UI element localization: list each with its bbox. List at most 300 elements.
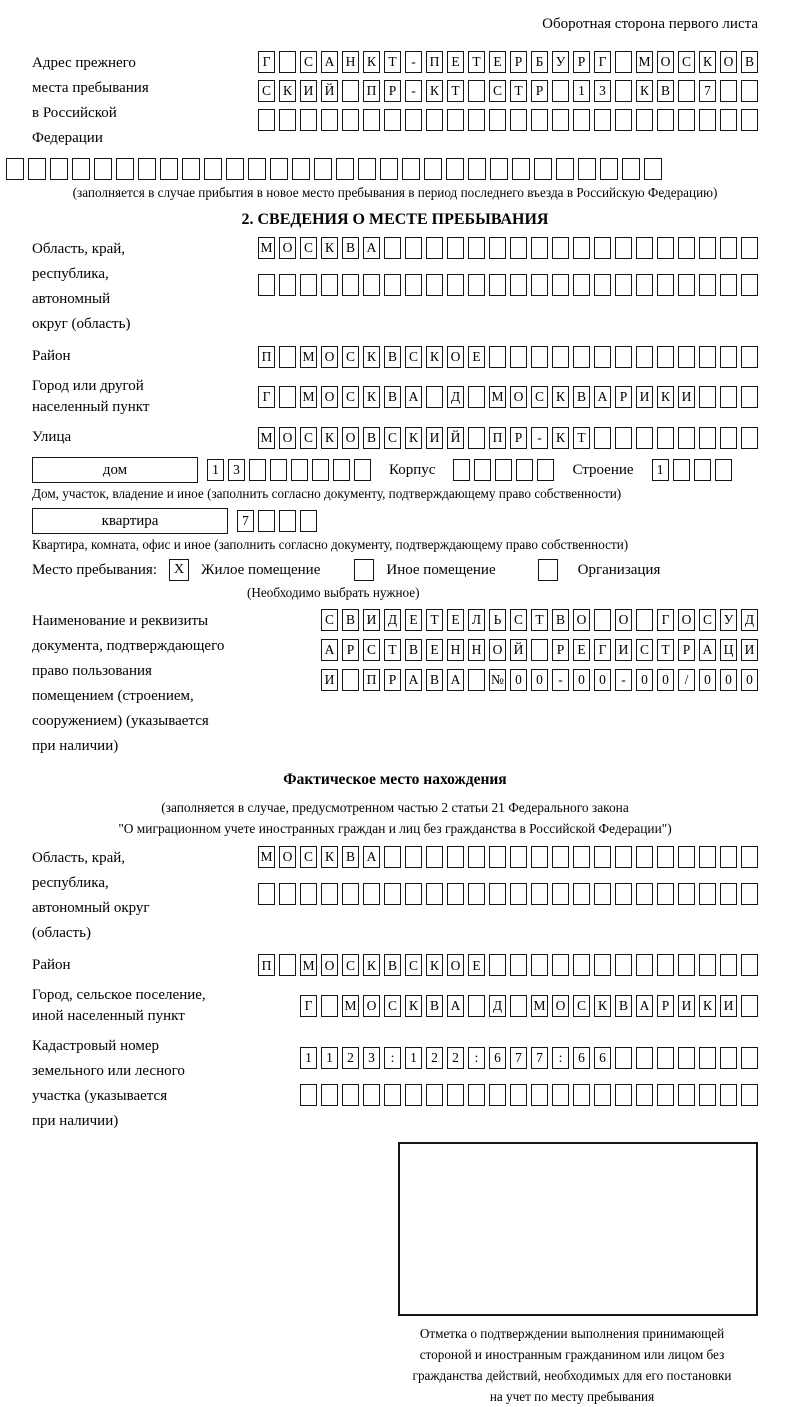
char-cell[interactable]	[384, 883, 401, 905]
char-cell[interactable]	[594, 346, 611, 368]
char-cell[interactable]: С	[300, 51, 317, 73]
char-cell[interactable]	[468, 109, 485, 131]
char-cell[interactable]	[426, 386, 443, 408]
char-cell[interactable]: Р	[615, 386, 632, 408]
char-cell[interactable]	[468, 883, 485, 905]
char-cell[interactable]	[678, 846, 695, 868]
char-cell[interactable]	[380, 158, 398, 180]
char-cell[interactable]: -	[405, 80, 422, 102]
char-cell[interactable]	[556, 158, 574, 180]
char-cell[interactable]	[720, 954, 737, 976]
char-cell[interactable]	[720, 237, 737, 259]
char-cell[interactable]	[720, 80, 737, 102]
char-cell[interactable]	[741, 995, 758, 1017]
char-cell[interactable]	[678, 80, 695, 102]
char-cell[interactable]: С	[321, 609, 338, 631]
char-cell[interactable]: 3	[594, 80, 611, 102]
char-cell[interactable]	[258, 510, 275, 532]
char-cell[interactable]	[531, 346, 548, 368]
char-cell[interactable]	[657, 1084, 674, 1106]
char-cell[interactable]: Д	[489, 995, 506, 1017]
char-cell[interactable]	[594, 883, 611, 905]
char-cell[interactable]	[678, 1047, 695, 1069]
char-cell[interactable]: Й	[321, 80, 338, 102]
char-cell[interactable]: Т	[510, 80, 527, 102]
char-cell[interactable]	[615, 846, 632, 868]
char-cell[interactable]	[279, 954, 296, 976]
char-cell[interactable]: К	[426, 346, 443, 368]
char-cell[interactable]: Е	[468, 346, 485, 368]
char-cell[interactable]: К	[405, 995, 422, 1017]
char-cell[interactable]	[657, 237, 674, 259]
char-cell[interactable]: П	[363, 669, 380, 691]
char-cell[interactable]	[405, 1084, 422, 1106]
char-cell[interactable]	[657, 846, 674, 868]
char-cell[interactable]: Е	[426, 639, 443, 661]
char-cell[interactable]: 3	[228, 459, 245, 481]
char-cell[interactable]	[342, 109, 359, 131]
char-cell[interactable]	[741, 846, 758, 868]
char-cell[interactable]	[573, 274, 590, 296]
char-cell[interactable]	[426, 846, 443, 868]
char-cell[interactable]	[405, 846, 422, 868]
char-cell[interactable]	[615, 883, 632, 905]
char-cell[interactable]: А	[321, 51, 338, 73]
char-cell[interactable]: А	[363, 846, 380, 868]
char-cell[interactable]	[342, 80, 359, 102]
char-cell[interactable]	[741, 346, 758, 368]
char-cell[interactable]	[384, 1084, 401, 1106]
char-cell[interactable]	[490, 158, 508, 180]
char-cell[interactable]: Г	[258, 51, 275, 73]
char-cell[interactable]	[615, 427, 632, 449]
char-cell[interactable]: Е	[447, 609, 464, 631]
char-cell[interactable]	[468, 158, 486, 180]
char-cell[interactable]	[474, 459, 491, 481]
char-cell[interactable]	[405, 883, 422, 905]
char-cell[interactable]	[699, 1084, 716, 1106]
char-cell[interactable]	[720, 427, 737, 449]
char-cell[interactable]: К	[321, 427, 338, 449]
char-cell[interactable]: В	[342, 609, 359, 631]
char-cell[interactable]: В	[573, 386, 590, 408]
char-cell[interactable]	[678, 883, 695, 905]
char-cell[interactable]	[636, 346, 653, 368]
char-cell[interactable]	[741, 427, 758, 449]
char-cell[interactable]	[594, 846, 611, 868]
char-cell[interactable]: О	[447, 346, 464, 368]
char-cell[interactable]	[363, 109, 380, 131]
char-cell[interactable]	[321, 1084, 338, 1106]
char-cell[interactable]	[489, 274, 506, 296]
char-cell[interactable]	[384, 109, 401, 131]
char-cell[interactable]: У	[552, 51, 569, 73]
char-cell[interactable]: 7	[531, 1047, 548, 1069]
char-cell[interactable]	[531, 639, 548, 661]
char-cell[interactable]: Р	[384, 80, 401, 102]
char-cell[interactable]	[489, 954, 506, 976]
char-cell[interactable]: П	[363, 80, 380, 102]
apartment-type-input[interactable]	[32, 508, 228, 534]
char-cell[interactable]	[615, 346, 632, 368]
char-cell[interactable]	[312, 459, 329, 481]
char-cell[interactable]: М	[531, 995, 548, 1017]
char-cell[interactable]: С	[636, 639, 653, 661]
char-cell[interactable]	[363, 883, 380, 905]
char-cell[interactable]: А	[321, 639, 338, 661]
char-cell[interactable]	[321, 995, 338, 1017]
char-cell[interactable]	[615, 1084, 632, 1106]
char-cell[interactable]	[279, 883, 296, 905]
char-cell[interactable]: Т	[426, 609, 443, 631]
char-cell[interactable]: С	[405, 346, 422, 368]
char-cell[interactable]	[741, 1047, 758, 1069]
char-cell[interactable]	[678, 109, 695, 131]
char-cell[interactable]	[699, 346, 716, 368]
char-cell[interactable]: М	[300, 954, 317, 976]
char-cell[interactable]	[657, 274, 674, 296]
char-cell[interactable]	[741, 80, 758, 102]
char-cell[interactable]	[321, 883, 338, 905]
char-cell[interactable]: П	[426, 51, 443, 73]
char-cell[interactable]	[636, 237, 653, 259]
char-cell[interactable]: К	[321, 846, 338, 868]
char-cell[interactable]	[512, 158, 530, 180]
char-cell[interactable]	[489, 346, 506, 368]
house-type-input[interactable]	[32, 457, 198, 483]
char-cell[interactable]: 6	[489, 1047, 506, 1069]
char-cell[interactable]	[657, 427, 674, 449]
char-cell[interactable]	[342, 883, 359, 905]
char-cell[interactable]: М	[300, 346, 317, 368]
char-cell[interactable]: М	[489, 386, 506, 408]
char-cell[interactable]	[489, 109, 506, 131]
char-cell[interactable]	[636, 427, 653, 449]
char-cell[interactable]	[510, 995, 527, 1017]
char-cell[interactable]: К	[363, 954, 380, 976]
char-cell[interactable]: П	[258, 954, 275, 976]
char-cell[interactable]: Г	[594, 51, 611, 73]
char-cell[interactable]: Т	[384, 639, 401, 661]
char-cell[interactable]: А	[447, 995, 464, 1017]
char-cell[interactable]	[468, 995, 485, 1017]
char-cell[interactable]: 0	[594, 669, 611, 691]
char-cell[interactable]: -	[615, 669, 632, 691]
char-cell[interactable]	[578, 158, 596, 180]
char-cell[interactable]	[489, 883, 506, 905]
char-cell[interactable]: И	[615, 639, 632, 661]
char-cell[interactable]	[636, 846, 653, 868]
char-cell[interactable]	[537, 459, 554, 481]
char-cell[interactable]: И	[426, 427, 443, 449]
char-cell[interactable]	[699, 274, 716, 296]
char-cell[interactable]	[573, 954, 590, 976]
char-cell[interactable]: С	[699, 609, 716, 631]
char-cell[interactable]: О	[447, 954, 464, 976]
char-cell[interactable]: Р	[510, 51, 527, 73]
char-cell[interactable]: И	[741, 639, 758, 661]
char-cell[interactable]: К	[363, 346, 380, 368]
char-cell[interactable]	[314, 158, 332, 180]
char-cell[interactable]: С	[384, 427, 401, 449]
char-cell[interactable]: Е	[447, 51, 464, 73]
char-cell[interactable]	[468, 274, 485, 296]
char-cell[interactable]	[615, 274, 632, 296]
char-cell[interactable]	[270, 158, 288, 180]
char-cell[interactable]: Г	[258, 386, 275, 408]
char-cell[interactable]: 2	[342, 1047, 359, 1069]
char-cell[interactable]: С	[342, 346, 359, 368]
char-cell[interactable]	[160, 158, 178, 180]
char-cell[interactable]	[531, 846, 548, 868]
char-cell[interactable]: В	[342, 237, 359, 259]
char-cell[interactable]: В	[405, 639, 422, 661]
char-cell[interactable]: Д	[741, 609, 758, 631]
char-cell[interactable]: В	[384, 346, 401, 368]
char-cell[interactable]: Й	[510, 639, 527, 661]
char-cell[interactable]	[573, 109, 590, 131]
char-cell[interactable]	[699, 846, 716, 868]
char-cell[interactable]: С	[300, 237, 317, 259]
char-cell[interactable]: М	[342, 995, 359, 1017]
char-cell[interactable]: Т	[531, 609, 548, 631]
char-cell[interactable]	[678, 274, 695, 296]
char-cell[interactable]: Ь	[489, 609, 506, 631]
char-cell[interactable]: Н	[447, 639, 464, 661]
char-cell[interactable]	[594, 109, 611, 131]
char-cell[interactable]: С	[363, 639, 380, 661]
char-cell[interactable]	[510, 109, 527, 131]
char-cell[interactable]	[510, 346, 527, 368]
char-cell[interactable]: 0	[657, 669, 674, 691]
char-cell[interactable]	[720, 883, 737, 905]
char-cell[interactable]	[468, 1084, 485, 1106]
char-cell[interactable]: К	[363, 386, 380, 408]
char-cell[interactable]	[657, 346, 674, 368]
char-cell[interactable]	[204, 158, 222, 180]
char-cell[interactable]	[594, 954, 611, 976]
char-cell[interactable]: 0	[531, 669, 548, 691]
char-cell[interactable]: А	[405, 669, 422, 691]
char-cell[interactable]: -	[552, 669, 569, 691]
char-cell[interactable]	[615, 80, 632, 102]
char-cell[interactable]	[28, 158, 46, 180]
char-cell[interactable]	[495, 459, 512, 481]
char-cell[interactable]: А	[363, 237, 380, 259]
char-cell[interactable]: С	[510, 609, 527, 631]
char-cell[interactable]: Т	[468, 51, 485, 73]
char-cell[interactable]: Е	[405, 609, 422, 631]
char-cell[interactable]	[226, 158, 244, 180]
char-cell[interactable]: О	[279, 846, 296, 868]
checkbox-residential[interactable]: X	[169, 559, 189, 581]
char-cell[interactable]: Т	[573, 427, 590, 449]
char-cell[interactable]: Р	[573, 51, 590, 73]
char-cell[interactable]: 1	[207, 459, 224, 481]
char-cell[interactable]: 6	[573, 1047, 590, 1069]
char-cell[interactable]	[741, 109, 758, 131]
char-cell[interactable]	[673, 459, 690, 481]
char-cell[interactable]: А	[699, 639, 716, 661]
char-cell[interactable]	[720, 846, 737, 868]
char-cell[interactable]	[426, 109, 443, 131]
char-cell[interactable]: С	[531, 386, 548, 408]
char-cell[interactable]: В	[363, 427, 380, 449]
char-cell[interactable]: :	[552, 1047, 569, 1069]
char-cell[interactable]	[657, 1047, 674, 1069]
char-cell[interactable]: К	[363, 51, 380, 73]
char-cell[interactable]: И	[321, 669, 338, 691]
char-cell[interactable]	[510, 237, 527, 259]
char-cell[interactable]: Г	[657, 609, 674, 631]
char-cell[interactable]	[615, 109, 632, 131]
char-cell[interactable]	[573, 237, 590, 259]
char-cell[interactable]: О	[615, 609, 632, 631]
char-cell[interactable]: К	[657, 386, 674, 408]
char-cell[interactable]	[321, 109, 338, 131]
char-cell[interactable]	[644, 158, 662, 180]
char-cell[interactable]: И	[363, 609, 380, 631]
char-cell[interactable]: О	[657, 51, 674, 73]
char-cell[interactable]	[615, 51, 632, 73]
char-cell[interactable]	[300, 883, 317, 905]
char-cell[interactable]	[573, 346, 590, 368]
char-cell[interactable]	[384, 237, 401, 259]
char-cell[interactable]	[6, 158, 24, 180]
char-cell[interactable]	[510, 883, 527, 905]
char-cell[interactable]	[531, 274, 548, 296]
char-cell[interactable]	[426, 883, 443, 905]
char-cell[interactable]	[249, 459, 266, 481]
char-cell[interactable]: И	[678, 995, 695, 1017]
char-cell[interactable]	[405, 274, 422, 296]
char-cell[interactable]	[279, 51, 296, 73]
char-cell[interactable]: О	[363, 995, 380, 1017]
char-cell[interactable]	[279, 346, 296, 368]
char-cell[interactable]: Н	[342, 51, 359, 73]
char-cell[interactable]	[446, 158, 464, 180]
char-cell[interactable]	[72, 158, 90, 180]
char-cell[interactable]: Е	[573, 639, 590, 661]
char-cell[interactable]: В	[342, 846, 359, 868]
char-cell[interactable]	[552, 274, 569, 296]
char-cell[interactable]: И	[300, 80, 317, 102]
char-cell[interactable]	[270, 459, 287, 481]
char-cell[interactable]	[552, 954, 569, 976]
char-cell[interactable]: №	[489, 669, 506, 691]
char-cell[interactable]: Е	[468, 954, 485, 976]
char-cell[interactable]: 7	[699, 80, 716, 102]
char-cell[interactable]: О	[510, 386, 527, 408]
char-cell[interactable]	[594, 1084, 611, 1106]
char-cell[interactable]	[531, 1084, 548, 1106]
char-cell[interactable]: О	[678, 609, 695, 631]
char-cell[interactable]: Р	[657, 995, 674, 1017]
char-cell[interactable]	[405, 237, 422, 259]
char-cell[interactable]	[489, 846, 506, 868]
checkbox-other-premises[interactable]	[354, 559, 374, 581]
char-cell[interactable]	[336, 158, 354, 180]
char-cell[interactable]	[342, 1084, 359, 1106]
char-cell[interactable]	[300, 109, 317, 131]
char-cell[interactable]: В	[426, 995, 443, 1017]
char-cell[interactable]: Т	[384, 51, 401, 73]
char-cell[interactable]: А	[405, 386, 422, 408]
char-cell[interactable]	[258, 109, 275, 131]
char-cell[interactable]	[468, 669, 485, 691]
char-cell[interactable]: Ц	[720, 639, 737, 661]
char-cell[interactable]	[552, 846, 569, 868]
char-cell[interactable]	[699, 954, 716, 976]
char-cell[interactable]: 0	[573, 669, 590, 691]
char-cell[interactable]: Г	[594, 639, 611, 661]
char-cell[interactable]	[552, 883, 569, 905]
char-cell[interactable]: В	[426, 669, 443, 691]
char-cell[interactable]	[699, 386, 716, 408]
char-cell[interactable]: О	[321, 346, 338, 368]
char-cell[interactable]	[342, 274, 359, 296]
char-cell[interactable]	[342, 669, 359, 691]
char-cell[interactable]	[720, 346, 737, 368]
char-cell[interactable]: И	[678, 386, 695, 408]
char-cell[interactable]	[258, 274, 275, 296]
char-cell[interactable]	[594, 609, 611, 631]
char-cell[interactable]	[720, 274, 737, 296]
char-cell[interactable]	[248, 158, 266, 180]
char-cell[interactable]	[468, 237, 485, 259]
char-cell[interactable]: Й	[447, 427, 464, 449]
char-cell[interactable]: К	[699, 51, 716, 73]
char-cell[interactable]	[615, 237, 632, 259]
char-cell[interactable]: М	[636, 51, 653, 73]
char-cell[interactable]	[694, 459, 711, 481]
char-cell[interactable]	[615, 1047, 632, 1069]
char-cell[interactable]: С	[258, 80, 275, 102]
char-cell[interactable]	[573, 883, 590, 905]
char-cell[interactable]	[699, 237, 716, 259]
char-cell[interactable]	[636, 1047, 653, 1069]
char-cell[interactable]	[600, 158, 618, 180]
char-cell[interactable]	[358, 158, 376, 180]
checkbox-organization[interactable]	[538, 559, 558, 581]
char-cell[interactable]	[594, 237, 611, 259]
char-cell[interactable]: П	[489, 427, 506, 449]
char-cell[interactable]: Р	[384, 669, 401, 691]
char-cell[interactable]: 7	[237, 510, 254, 532]
char-cell[interactable]	[292, 158, 310, 180]
char-cell[interactable]: С	[342, 954, 359, 976]
char-cell[interactable]: 0	[741, 669, 758, 691]
char-cell[interactable]	[468, 427, 485, 449]
char-cell[interactable]: С	[573, 995, 590, 1017]
char-cell[interactable]: М	[258, 846, 275, 868]
char-cell[interactable]: О	[279, 427, 296, 449]
char-cell[interactable]	[402, 158, 420, 180]
char-cell[interactable]	[447, 109, 464, 131]
char-cell[interactable]	[741, 954, 758, 976]
char-cell[interactable]: В	[552, 609, 569, 631]
char-cell[interactable]	[636, 609, 653, 631]
char-cell[interactable]: А	[636, 995, 653, 1017]
char-cell[interactable]	[636, 109, 653, 131]
char-cell[interactable]	[258, 883, 275, 905]
char-cell[interactable]	[720, 109, 737, 131]
char-cell[interactable]	[279, 510, 296, 532]
char-cell[interactable]	[138, 158, 156, 180]
char-cell[interactable]	[552, 80, 569, 102]
char-cell[interactable]: М	[258, 237, 275, 259]
char-cell[interactable]: 2	[426, 1047, 443, 1069]
